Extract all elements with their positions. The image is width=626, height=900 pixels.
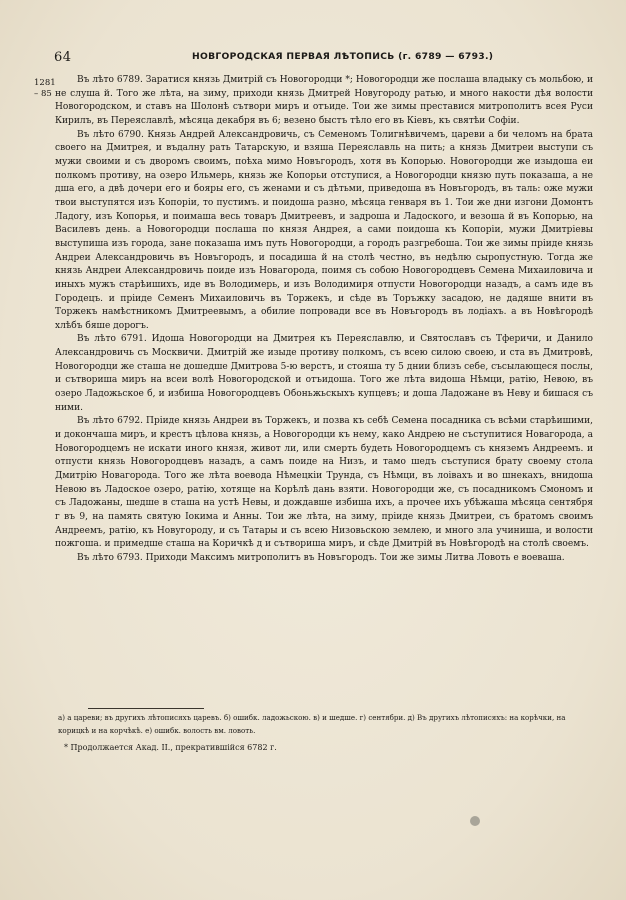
page-header — [36, 50, 596, 66]
paper-stain — [470, 816, 480, 826]
margin-year-range: 1281 – 85 — [34, 78, 56, 99]
entry-6789: Въ лѣто 6789. Заратися князь Дмитрій съ Новогородци *; Новогородци же послаша владыку съ мольбою, и не слуша й. Того же лѣта, на зиму, приходи князь Дмитрей Новугороду ратью, и много накости дѣя волости Новогородском, и ставъ на Шолонѣ сътвори миръ и отъиде. Тои же зимы преставися митрополитъ всея Руси Кирилъ, въ Переяславлѣ, мѣсяца декабря въ 6; везено быстъ тѣло его въ Кіевъ, къ святѣи Софіи. — [55, 75, 593, 126]
entry-6791: Въ лѣто 6791. Идоша Новогородци на Дмитрея къ Переяславлю, и Святославъ съ Тферичи, и Данило Александровичь съ Москвичи. Дмитрій же изыде противу полкомъ, съ всею силою своею, и ста въ Дмитровѣ, Новогородци же сташа не дошедше Дмитрова 5-ю верстъ, и стояша ту 5 днии близъ себе, съсылающеся послы, и сътвориша миръ на всеи волѣ Новогородской и отъидоша. Того же лѣта видоша Нѣмци, ратію, Невою, въ озеро Ладожьское б, и избиша Новогородцевъ Обоньжьскыхъ купцевъ; и доша Ладожане въ Неву и бишася съ ними. — [55, 334, 593, 413]
footnote-divider — [88, 708, 204, 709]
entry-6792: Въ лѣто 6792. Пріиде князь Андреи въ Торжекъ, и позва къ себѣ Семена посадника съ всѣми старѣишими, и докончаша миръ, и крестъ цѣлова князь, а Новогородци къ нему, како Андрею не съступитися Новагорода, а Новогородцемъ не искати иного князя, живот ли, или смерть будеть Новогородцемъ съ княземъ Андреемъ. и отпусти князь Новогородцевъ назадъ, а самъ поиде на Низъ, и тамо шедъ съступися брату своему стола Дмитрію Новагорода. Того же лѣта воевода Нѣмецкіи Трунда, съ Нѣмци, въ лоіваxъ и во шнекахъ, внидоша Невою въ Ладоское озеро, ратію, хотяще на Корѣлѣ дань взяти. Новогородци же, съ посадникомъ Смономъ и съ Ладожаны, шедше в сташа на устѣ Невы, и дождавше избиша ихъ, а прочее ихъ убѣжаша мѣсяца сентября г въ 9, на память святую Іокима и Анны. Тои же лѣта, на зиму, пріиде князь Дмитреи, съ братомъ своимъ Андреемъ, ратію, къ Новугороду, и съ Татары и съ всею Низовьскою землею, и много зла учиниша, и волости пожгоша. и примедше сташа на Коричкѣ д и сътвориша миръ, и сѣде Дмитрій въ Новѣгородѣ на столѣ своемъ. — [55, 416, 593, 550]
source-note: * Продолжается Акад. II., прекратившійся 6782 г. — [64, 743, 277, 752]
chronicle-text — [55, 74, 593, 566]
entry-6790: Въ лѣто 6790. Князь Андрей Александровичь, съ Семеномъ Толигнѣвичемъ, цареви а би челомъ на брата своего на Дмитрея, и въдалну рать Татарскую, и взяша Переяславль на пить; а князь Дмитреи выступи съ мужи своими и съ дворомъ своимъ, поѣха мимо Новъгородъ, хотя въ Копорью. Новогородци же изыдоша еи полкомъ противу, на озеро Ильмерь, князь же Копорьи отступися, а Новогородци князю путь показаша, а не дша его, а двѣ дочери его и бояры его, съ женами и съ дѣтьми, приведоша въ Новъгородъ, въ таль: оже мужи твои выступятся изъ Копоріи, то пустимъ. и поидоша разно, мѣсяца генваря въ 1. Тои же дни изгони Домонтъ Ладогу, изъ Копорья, и поимаша весь товаръ Дмитреевъ, и задроша и Ладоского, и везоша й въ Копорью, на Василевъ день. а Новогородци послаша по князя Андрея, а сами поидоша къ Копоріи, мужи Дмитріевы выступиша изъ города, зане показаша имъ путь Новогородци, а городъ разгребоша. Тои же зимы пріиде князь Андреи Александровичь въ Новъгородъ, и посадиша й на столѣ честно, въ недѣлю сыропустную. Тогда же князь Андреи Александровичь поиде изъ Новагорода, поимя съ собою Новогородцевъ Семена Михаиловича и иныхъ мужъ старѣишихъ, иде въ Володимерь, и изъ Володимиря отпусти Новогородци назадъ, а самъ иде въ Городецъ. и пріиде Семенъ Михаиловичь въ Торжекъ, и сѣде въ Торъжку засадою, не дадяше внити въ Торжекъ намѣстникомъ Дмитреевымъ, а обилие попровади все въ Новъгородъ въ лодіахъ. а въ Новѣгородѣ хлѣбъ бяше дорогъ. — [55, 129, 593, 331]
footnotes — [58, 712, 592, 755]
entry-6793: Въ лѣто 6793. Приходи Максимъ митрополитъ въ Новъгородъ. Тои же зимы Литва Ловоть е воеваша. — [77, 552, 565, 563]
running-head: НОВГОРОДСКАЯ ПЕРВАЯ ЛѢТОПИСЬ (г. 6789 — 6793.) — [192, 51, 494, 62]
page-number: 64 — [54, 50, 72, 65]
variant-readings: а) а цареви; въ другихъ лѣтописяхъ царевъ. б) ошибк. ладожьскою. в) и шедше. г) сентябри. д) Въ другихъ лѣтописяхъ: на корѣчки, на корицкѣ и на корчѣкѣ. е) ошибк. волость вм. ловоть. — [58, 713, 566, 735]
